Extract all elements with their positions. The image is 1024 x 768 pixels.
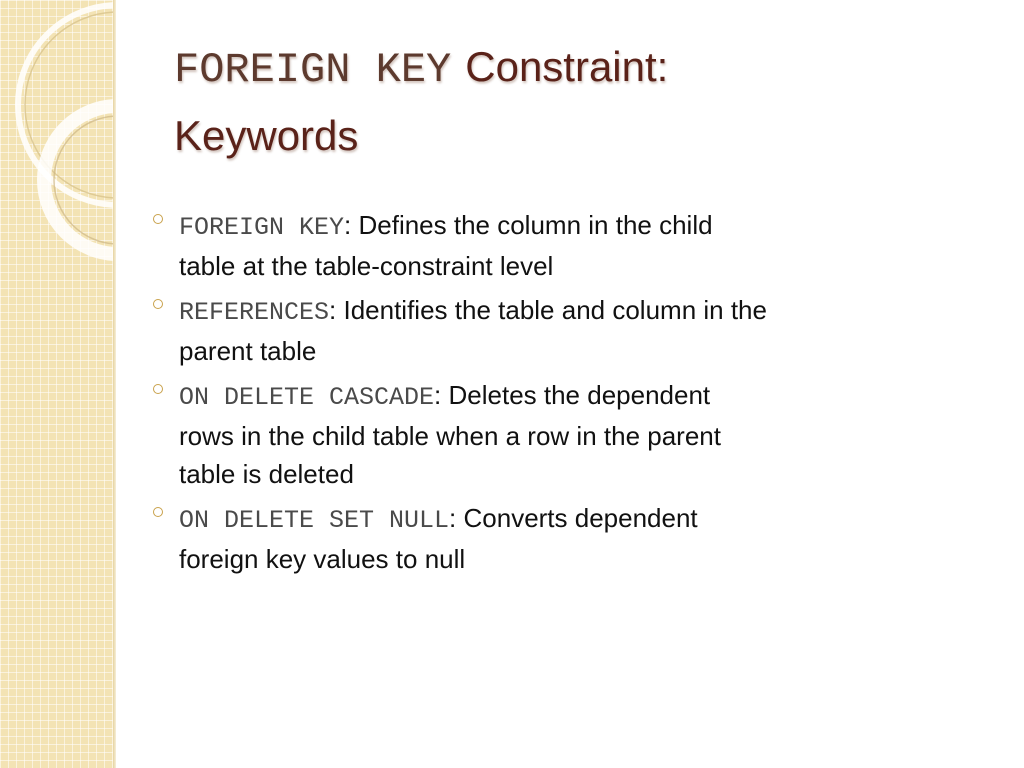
bullet-text: foreign key values to null xyxy=(179,544,466,574)
bullet-keyword: FOREIGN KEY xyxy=(179,213,345,242)
bullet-keyword: ON DELETE SET NULL xyxy=(179,506,450,535)
bullet-item xyxy=(179,499,939,578)
bullet-text: table is deleted xyxy=(179,459,354,489)
bullet-circle-icon xyxy=(153,299,163,309)
bullet-text: : Defines the column in the child xyxy=(344,210,713,240)
bullet-text: : Converts dependent xyxy=(449,503,698,533)
bullet-circle-icon xyxy=(153,384,163,394)
bullet-keyword: REFERENCES xyxy=(179,298,330,327)
title-rest-line2: Keywords xyxy=(174,112,359,159)
bullet-keyword: ON DELETE CASCADE xyxy=(179,383,435,412)
bullet-item xyxy=(179,206,939,285)
bullet-text: : Deletes the dependent xyxy=(434,380,711,410)
title-rest-line1: Constraint: xyxy=(465,43,669,90)
bullet-item xyxy=(179,291,939,370)
bullet-circle-icon xyxy=(153,507,163,517)
decorative-circles xyxy=(0,0,113,768)
bullet-text: parent table xyxy=(179,336,317,366)
bullet-list xyxy=(179,206,939,584)
slide-title xyxy=(174,34,934,169)
decorative-sidebar xyxy=(0,0,113,768)
sidebar-edge xyxy=(113,0,116,768)
bullet-circle-icon xyxy=(153,214,163,224)
title-keyword: FOREIGN KEY xyxy=(174,46,452,94)
bullet-text: table at the table-constraint level xyxy=(179,251,554,281)
bullet-text: : Identifies the table and column in the xyxy=(329,295,767,325)
bullet-item xyxy=(179,376,939,493)
bullet-text: rows in the child table when a row in the parent xyxy=(179,421,721,451)
